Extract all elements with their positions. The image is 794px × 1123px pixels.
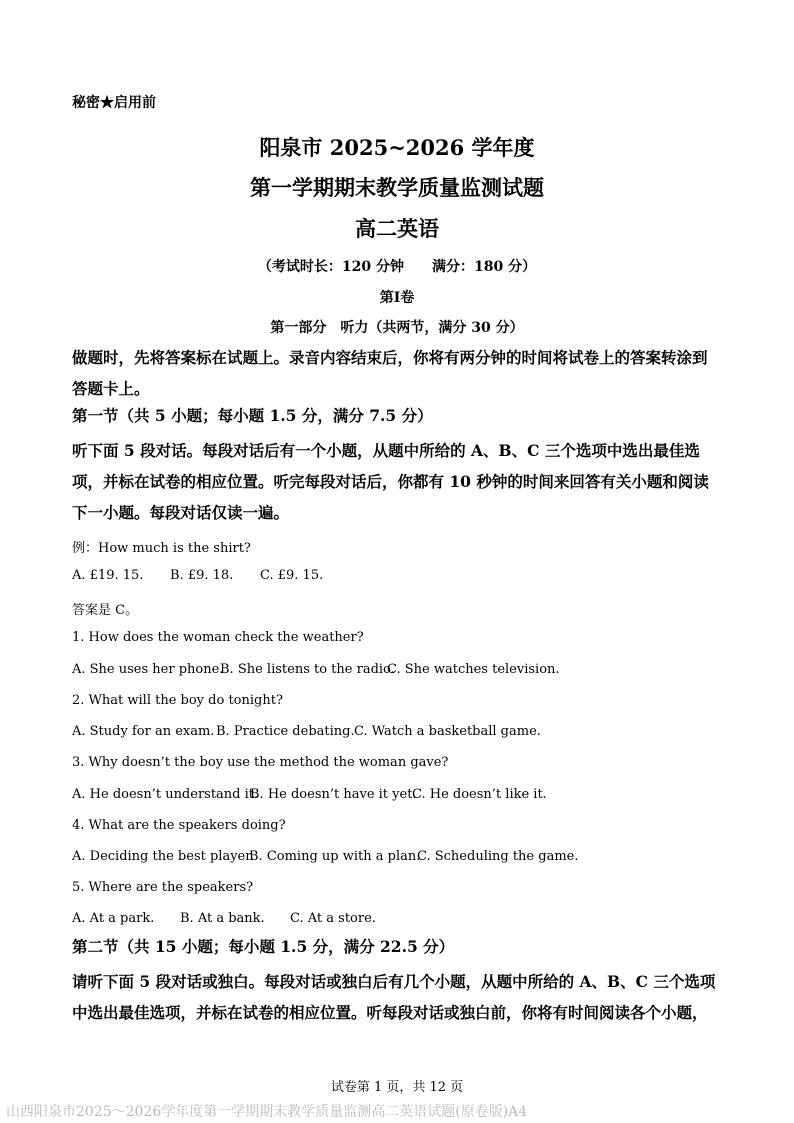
volume-label: 第Ⅰ卷 [379, 290, 415, 306]
exam-info: （考试时长：120 分钟 满分：180 分） [257, 259, 537, 275]
section1-heading: 第一节（共 5 小题；每小题 1.5 分，满分 7.5 分） [72, 406, 433, 425]
example-question: 例：How much is the shirt? [72, 541, 251, 556]
part-heading: 第一部分 听力（共两节，满分 30 分） [270, 320, 524, 336]
page-number: 试卷第 1 页，共 12 页 [330, 1080, 464, 1095]
q1-option-c: C. She watches television. [387, 662, 560, 677]
section2-instructions: 请听下面 5 段对话或独白。每段对话或独白后有几个小题，从题中所给的 A、B、C 三个选项中选出最佳选项，并标在试卷的相应位置。听每段对话或独白前，你将有时间阅读各个小题， [72, 972, 716, 1022]
example-answer: 答案是 C。 [72, 603, 139, 618]
q4-option-b: B. Coming up with a plan. [249, 849, 421, 864]
q4-option-a: A. Deciding the best player. [72, 849, 255, 864]
q4-option-c: C. Scheduling the game. [417, 849, 579, 864]
q2-option-a: A. Study for an exam. [72, 724, 215, 739]
watermark-text: 山西阳泉市2025～2026学年度第一学期期末教学质量监测高二英语试题(原卷版)A4 [6, 1104, 528, 1120]
confidential-label: 秘密★启用前 [72, 95, 156, 111]
exam-title-line1: 阳泉市 2025~2026 学年度 [259, 135, 535, 160]
q5-option-b: B. At a bank. [180, 911, 265, 926]
section2-heading: 第二节（共 15 小题；每小题 1.5 分，满分 22.5 分） [72, 937, 455, 956]
q5-option-c: C. At a store. [290, 911, 376, 926]
q1-option-a: A. She uses her phone. [72, 662, 224, 677]
q1-option-b: B. She listens to the radio. [220, 662, 395, 677]
example-option-a: A. £19. 15. [72, 568, 144, 583]
exam-subject: 高二英语 [355, 216, 439, 241]
question-1: 1. How does the woman check the weather? [72, 630, 364, 645]
exam-title-line2: 第一学期期末教学质量监测试题 [250, 175, 544, 200]
q3-option-a: A. He doesn’t understand it. [72, 787, 259, 802]
q2-option-c: C. Watch a basketball game. [354, 724, 541, 739]
question-4: 4. What are the speakers doing? [72, 818, 286, 833]
example-option-b: B. £9. 18. [170, 568, 234, 583]
question-2: 2. What will the boy do tonight? [72, 693, 283, 708]
example-option-c: C. £9. 15. [260, 568, 324, 583]
question-5: 5. Where are the speakers? [72, 880, 254, 895]
q2-option-b: B. Practice debating. [216, 724, 355, 739]
question-3: 3. Why doesn’t the boy use the method the woman gave? [72, 755, 449, 770]
q3-option-c: C. He doesn’t like it. [412, 787, 547, 802]
intro-instructions: 做题时，先将答案标在试题上。录音内容结束后，你将有两分钟的时间将试卷上的答案转涂到答题卡上。 [72, 348, 708, 398]
q5-option-a: A. At a park. [72, 911, 155, 926]
q3-option-b: B. He doesn’t have it yet. [250, 787, 417, 802]
section1-instructions: 听下面 5 段对话。每段对话后有一个小题，从题中所给的 A、B、C 三个选项中选出最佳选项，并标在试卷的相应位置。听完每段对话后，你都有 10 秒钟的时间来回答有关小题和阅读下一小题。每段对话仅读一遍。 [72, 441, 709, 522]
